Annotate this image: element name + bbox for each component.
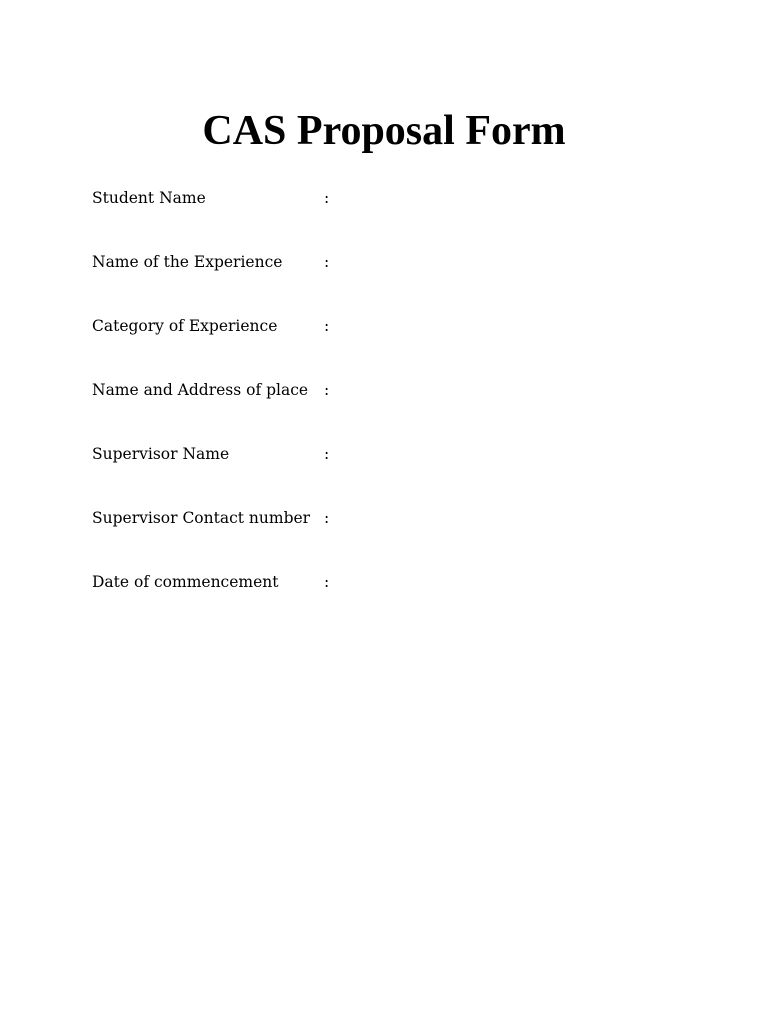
field-colon: : — [324, 381, 330, 399]
field-value-supervisor-name[interactable] — [342, 441, 682, 467]
field-colon: : — [324, 573, 330, 591]
field-label-experience-name: Name of the Experience — [92, 253, 283, 271]
form-row-student-name — [92, 185, 692, 249]
field-value-supervisor-contact[interactable] — [342, 505, 682, 531]
form-fields — [92, 185, 692, 633]
field-label-place-address: Name and Address of place — [92, 381, 309, 399]
field-value-commencement-date[interactable] — [342, 569, 682, 595]
field-label-supervisor-contact: Supervisor Contact number — [92, 509, 311, 527]
page-title: CAS Proposal Form — [202, 108, 566, 154]
field-label-commencement-date: Date of commencement — [92, 573, 279, 591]
field-value-student-name[interactable] — [342, 185, 682, 211]
field-value-experience-category[interactable] — [342, 313, 682, 339]
form-row-supervisor-contact — [92, 505, 692, 569]
form-row-supervisor-name — [92, 441, 692, 505]
field-value-experience-name[interactable] — [342, 249, 682, 275]
field-colon: : — [324, 509, 330, 527]
field-colon: : — [324, 445, 330, 463]
field-colon: : — [324, 317, 330, 335]
field-label-experience-category: Category of Experience — [92, 317, 278, 335]
form-row-place-address — [92, 377, 692, 441]
field-label-student-name: Student Name — [92, 189, 206, 207]
field-label-supervisor-name: Supervisor Name — [92, 445, 230, 463]
form-row-experience-name — [92, 249, 692, 313]
field-value-place-address[interactable] — [342, 377, 682, 403]
field-colon: : — [324, 253, 330, 271]
form-row-commencement-date — [92, 569, 692, 633]
field-colon: : — [324, 189, 330, 207]
form-row-experience-category — [92, 313, 692, 377]
